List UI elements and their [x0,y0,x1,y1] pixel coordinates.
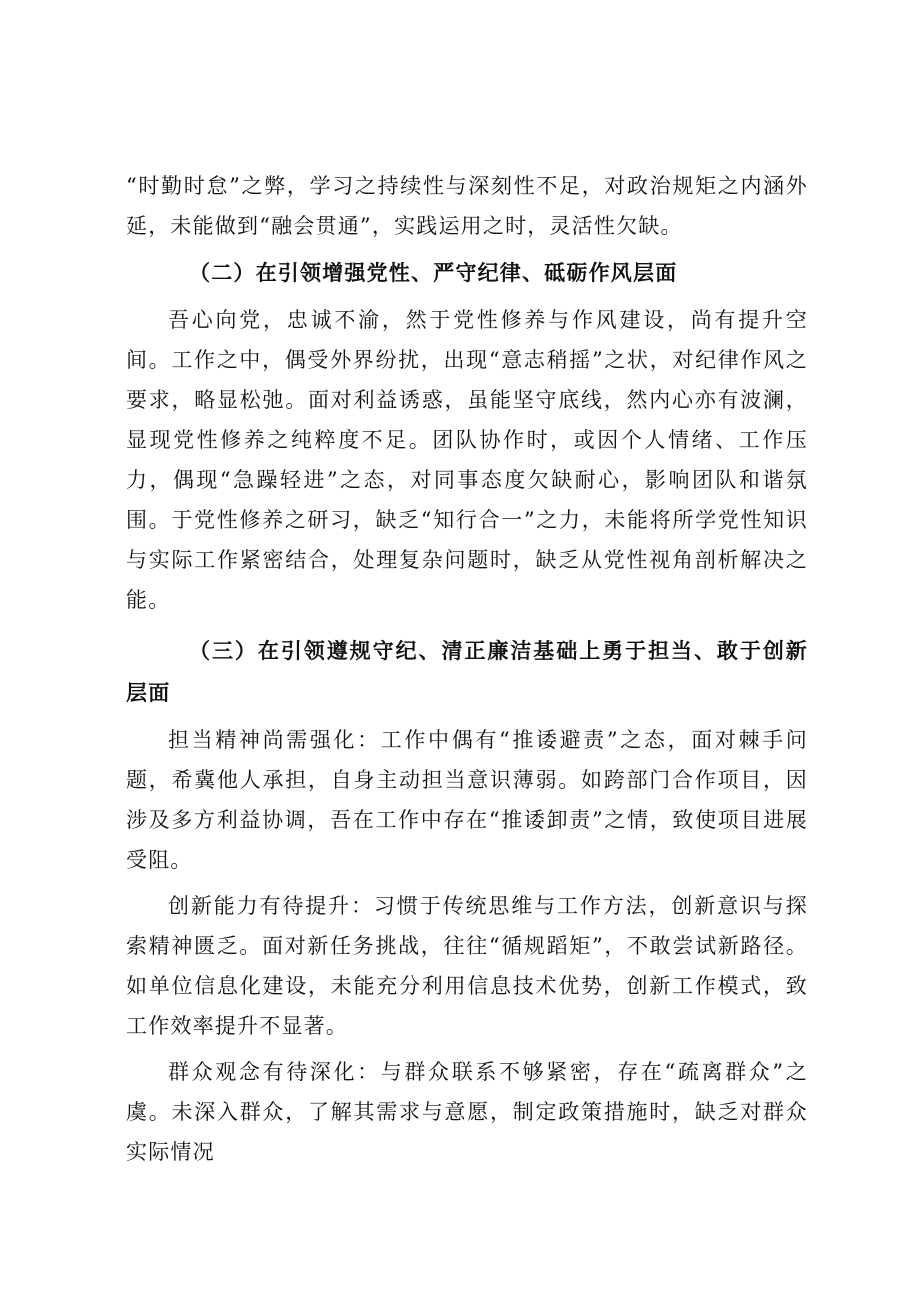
document-page [126,166,808,1172]
section-heading-3: （三）在引领遵规守纪、清正廉洁基础上勇于担当、敢于创新层面 [126,638,808,705]
paragraph-continued: “时勤时怠”之弊，学习之持续性与深刻性不足，对政治规矩之内涵外延，未能做到“融会贯通”，实践运用之时，灵活性欠缺。 [126,174,808,238]
paragraph-responsibility: 担当精神尚需强化：工作中偶有“推诿避责”之态，面对棘手问题，希冀他人承担，自身主动担当意识薄弱。如跨部门合作项目，因涉及多方利益协调，吾在工作中存在“推诿卸责”之情，致使项目进展受阻。 [126,728,808,872]
paragraph-innovation: 创新能力有待提升：习惯于传统思维与工作方法，创新意识与探索精神匮乏。面对新任务挑战，往往“循规蹈矩”，不敢尝试新路径。如单位信息化建设，未能充分利用信息技术优势，创新工作模式，致工作效率提升不显著。 [126,894,808,1038]
paragraph-masses: 群众观念有待深化：与群众联系不够紧密，存在“疏离群众”之虞。未深入群众，了解其需求与意愿，制定政策措施时，缺乏对群众实际情况 [126,1060,808,1164]
section-heading-2: （二）在引领增强党性、严守纪律、砥砺作风层面 [189,260,678,285]
paragraph-party-spirit: 吾心向党，忠诚不渝，然于党性修养与作风建设，尚有提升空间。工作之中，偶受外界纷扰，出现“意志稍摇”之状，对纪律作风之要求，略显松弛。面对利益诱惑，虽能坚守底线，然内心亦有波澜，显现党性修养之纯粹度不足。团队协作时，或因个人情绪、工作压力，偶现“急躁轻进”之态，对同事态度欠缺耐心，影响团队和谐氛围。于党性修养之研习，缺乏“知行合一”之力，未能将所学党性知识与实际工作紧密结合，处理复杂问题时，缺乏从党性视角剖析解决之能。 [126,308,808,612]
